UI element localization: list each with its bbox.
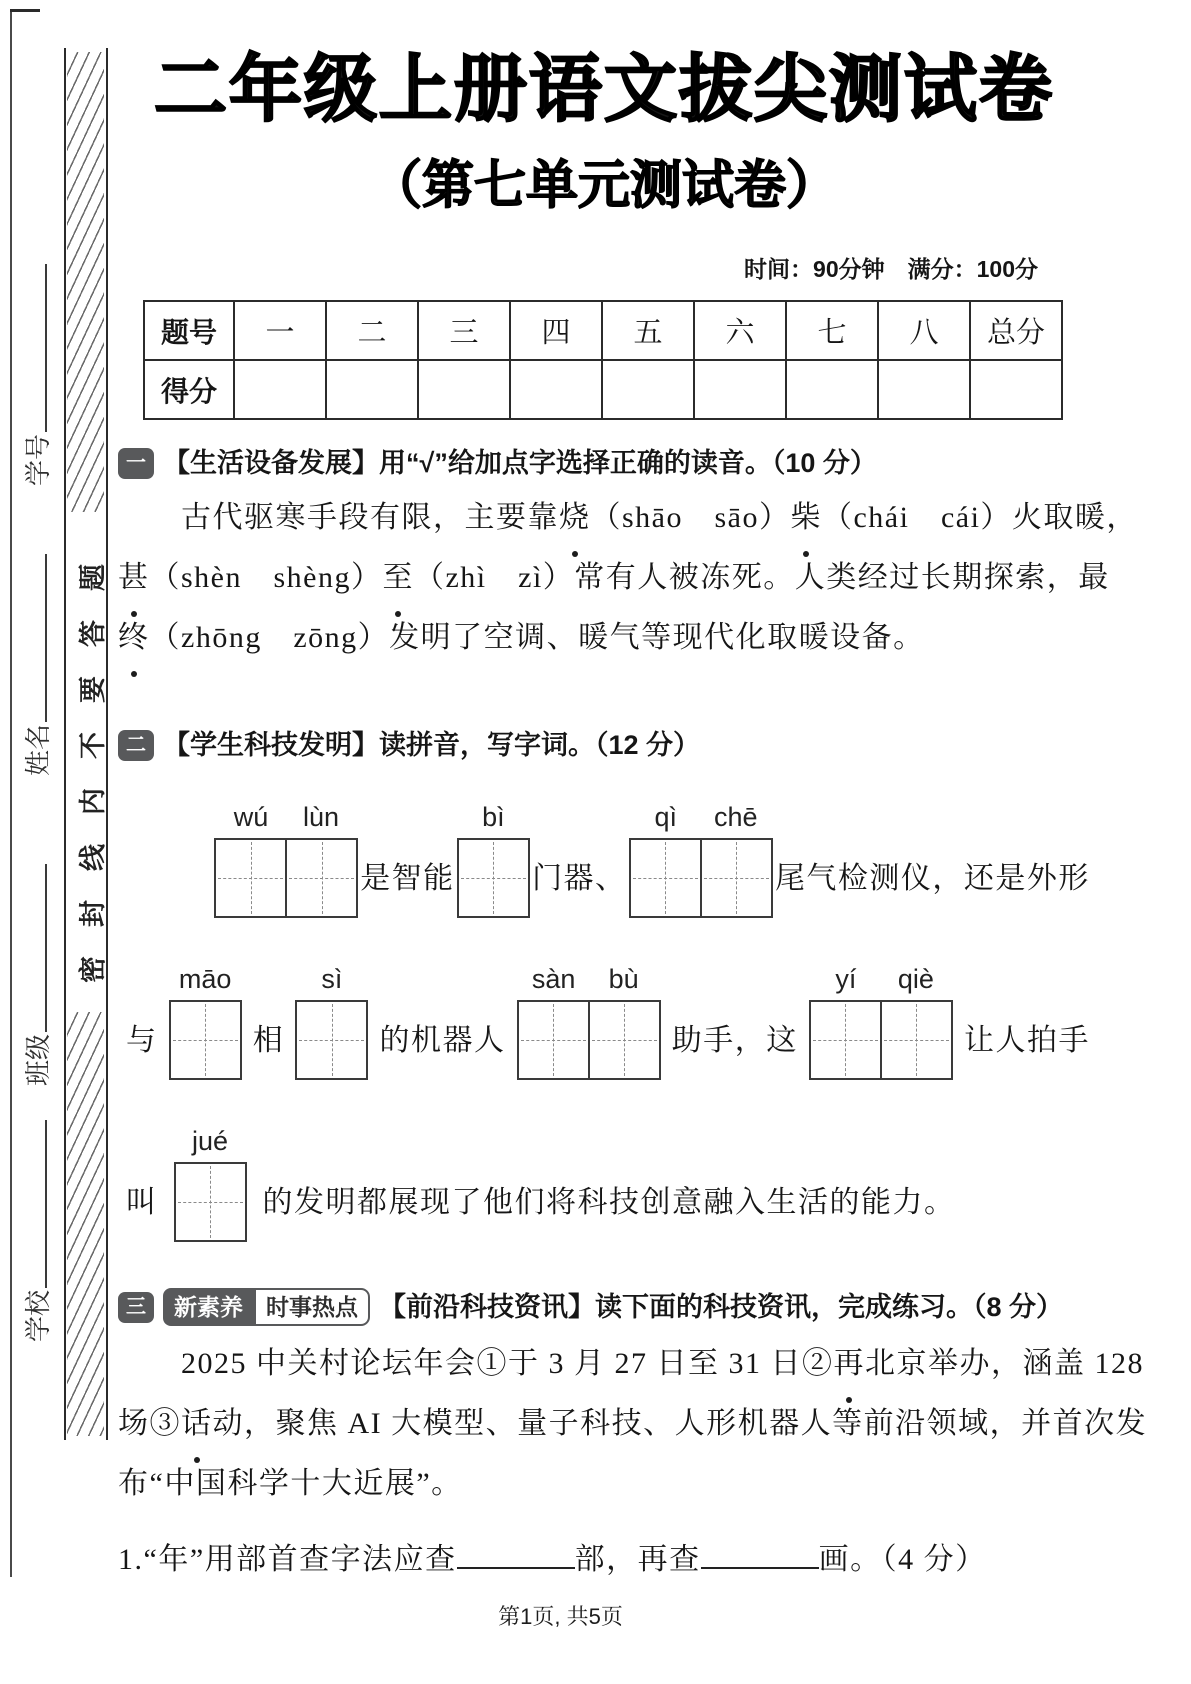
- section-heading: [118, 446, 1090, 480]
- answer-blank[interactable]: [701, 1536, 819, 1570]
- score-table-header-row: [144, 301, 1062, 360]
- row-text: 尾气检测仪，还是外形: [774, 862, 1090, 895]
- pinyin-row: [118, 802, 1090, 918]
- school-label: 学校: [18, 1120, 55, 1342]
- pinyin-box-group: [214, 802, 358, 918]
- writing-cell[interactable]: [171, 1002, 240, 1078]
- col-header: 一: [234, 301, 326, 360]
- pinyin-box-group: [457, 802, 530, 918]
- main-content: [118, 0, 1148, 1590]
- tag-light: 时事热点: [254, 1288, 370, 1326]
- pinyin-label: [811, 964, 951, 995]
- pinyin-syllable: wú: [233, 802, 269, 832]
- dotted-char: 烧: [559, 488, 591, 548]
- row-text: 的机器人: [379, 1024, 506, 1057]
- writing-cell[interactable]: [176, 1164, 245, 1240]
- tag-dark: 新素养: [163, 1288, 254, 1326]
- writing-cell[interactable]: [519, 1002, 588, 1078]
- pinyin-syllable: māo: [178, 964, 232, 994]
- section-title: 【生活设备发展】用“√”给加点字选择正确的读音。（10 分）: [163, 448, 877, 478]
- col-header: 总分: [970, 301, 1062, 360]
- scan-edge-vertical: [10, 9, 12, 1577]
- score-label: 得分: [144, 360, 234, 419]
- col-header: 八: [878, 301, 970, 360]
- paragraph-line: [118, 1394, 1148, 1454]
- col-header: 四: [510, 301, 602, 360]
- name-blank[interactable]: [39, 554, 47, 722]
- pinyin-label: [519, 964, 659, 995]
- paragraph-line: [118, 488, 1138, 548]
- score-cell[interactable]: [878, 360, 970, 419]
- paragraph-line: [118, 1334, 1144, 1394]
- paragraph-line: [118, 608, 1090, 668]
- row-text: 相: [252, 1024, 285, 1057]
- row-text: 与: [126, 1024, 158, 1057]
- section-paragraph: [118, 1334, 1148, 1514]
- answer-blank[interactable]: [457, 1536, 575, 1570]
- section-title: 【前沿科技资讯】读下面的科技资讯，完成练习。（8 分）: [379, 1292, 1064, 1322]
- text-run: （shāo sāo）: [590, 501, 791, 534]
- writing-cell[interactable]: [631, 840, 700, 916]
- score-cell[interactable]: [694, 360, 786, 419]
- pinyin-label: [175, 1126, 245, 1157]
- text-run: （zhōng zōng）发明了空调、暖气等现代化取暖设备。: [149, 621, 925, 654]
- pinyin-row: [118, 1126, 1090, 1242]
- dotted-char: 终: [118, 608, 150, 668]
- emphasis-dot: [194, 1457, 200, 1463]
- paper-subtitle: （第七单元测试卷）: [369, 157, 838, 215]
- score-cell[interactable]: [418, 360, 510, 419]
- col-header: 五: [602, 301, 694, 360]
- student-id-label: 学号: [18, 264, 55, 486]
- pinyin-label: [458, 802, 528, 833]
- class-blank[interactable]: [39, 864, 47, 1032]
- dotted-char: 至: [382, 548, 414, 608]
- dotted-char: 柴: [790, 488, 822, 548]
- text-run: 北京举办，涵盖 128: [865, 1347, 1144, 1380]
- section-number-badge: 二: [118, 730, 154, 761]
- seal-line-left: [64, 48, 66, 1440]
- text-run: （shèn shèng）: [149, 561, 383, 594]
- writing-cell[interactable]: [297, 1002, 366, 1078]
- pinyin-syllable: lùn: [302, 802, 340, 832]
- writing-box[interactable]: [517, 1000, 661, 1080]
- pinyin-syllable: jué: [191, 1126, 229, 1156]
- writing-cell[interactable]: [700, 840, 771, 916]
- writing-box[interactable]: [169, 1000, 242, 1080]
- section-tags: [163, 1288, 370, 1326]
- section-paragraph: [118, 488, 1138, 668]
- text-run: （chái cái）火取暖，: [821, 501, 1138, 534]
- seal-hatching-top: [67, 52, 104, 512]
- sub-question: [118, 1530, 1090, 1590]
- text-run: 布“中国科学十大近展”。: [118, 1467, 463, 1500]
- row-text: 门器、: [532, 862, 627, 895]
- text-run: 画。（4 分）: [818, 1543, 987, 1576]
- writing-box[interactable]: [214, 838, 358, 918]
- writing-box[interactable]: [174, 1162, 247, 1242]
- writing-box[interactable]: [809, 1000, 953, 1080]
- question-sections: [118, 446, 1148, 1590]
- question-number-label: 题号: [144, 301, 234, 360]
- section-title: 【学生科技发明】读拼音，写字词。（12 分）: [163, 730, 701, 760]
- writing-box[interactable]: [457, 838, 530, 918]
- score-cell[interactable]: [786, 360, 878, 419]
- text-run: 1.“年”用部首查字法应查: [118, 1543, 457, 1576]
- pinyin-box-group: [169, 964, 242, 1080]
- pinyin-syllable: bì: [482, 802, 505, 832]
- section-一: [118, 446, 1138, 668]
- col-header: 三: [418, 301, 510, 360]
- section-三: [118, 1288, 1148, 1590]
- pinyin-syllable: sàn: [531, 964, 576, 994]
- page-number: 第1页, 共5页: [498, 1604, 623, 1629]
- text-run: 场③: [118, 1407, 181, 1440]
- pinyin-syllable: qiè: [897, 964, 934, 994]
- col-header: 六: [694, 301, 786, 360]
- text-run: 部，再查: [574, 1543, 701, 1576]
- pinyin-box-group: [174, 1126, 247, 1242]
- pinyin-box-group: [809, 964, 953, 1080]
- emphasis-dot: [572, 551, 578, 557]
- dotted-char: 话: [181, 1394, 213, 1454]
- class-label: 班级: [18, 864, 55, 1086]
- paragraph-line: [118, 548, 1110, 608]
- section-二: [118, 728, 1090, 1242]
- pinyin-label: [631, 802, 771, 833]
- section-heading: [118, 728, 1090, 762]
- row-text: 的发明都展现了他们将科技创意融入生活的能力。: [262, 1186, 956, 1219]
- writing-cell[interactable]: [880, 1002, 951, 1078]
- text-run: 动，聚焦 AI 大模型、量子科技、人形机器人等前沿领域，并首次发: [212, 1407, 1148, 1440]
- pinyin-box-group: [295, 964, 368, 1080]
- pinyin-syllable: qì: [654, 802, 678, 832]
- score-cell[interactable]: [970, 360, 1062, 419]
- time-score-info: 时间：90分钟 满分：100分: [744, 256, 1038, 282]
- row-text: 助手，这: [671, 1024, 798, 1057]
- emphasis-dot: [131, 671, 137, 677]
- pinyin-label: [297, 964, 367, 995]
- section-heading: [118, 1288, 1090, 1326]
- section-number-badge: 一: [118, 448, 154, 479]
- writing-cell[interactable]: [459, 840, 528, 916]
- text-run: 2025 中关村论坛年会①于 3 月 27 日至 31 日②: [118, 1347, 834, 1380]
- score-cell[interactable]: [510, 360, 602, 419]
- score-cell[interactable]: [234, 360, 326, 419]
- pinyin-row: [118, 964, 1090, 1080]
- pinyin-syllable: yí: [835, 964, 857, 994]
- paragraph-line: [118, 1454, 1090, 1514]
- writing-box[interactable]: [295, 1000, 368, 1080]
- pinyin-syllable: bù: [608, 964, 639, 994]
- writing-box[interactable]: [629, 838, 773, 918]
- row-text: 是智能: [360, 862, 455, 895]
- score-table-score-row: [144, 360, 1062, 419]
- score-cell[interactable]: [326, 360, 418, 419]
- row-text: 叫: [126, 1186, 158, 1219]
- dotted-char: 再: [834, 1334, 866, 1394]
- seal-hatching-bottom: [67, 1012, 104, 1436]
- writing-cell[interactable]: [588, 1002, 659, 1078]
- pinyin-label: [170, 964, 240, 995]
- writing-cell[interactable]: [811, 1002, 880, 1078]
- col-header: 二: [326, 301, 418, 360]
- paper-title: 二年级上册语文拔尖测试卷: [154, 49, 1054, 130]
- dotted-char: 甚: [118, 548, 150, 608]
- col-header: 七: [786, 301, 878, 360]
- school-blank[interactable]: [39, 1120, 47, 1288]
- pinyin-writing-rows: [118, 802, 1090, 1242]
- name-label: 姓名: [18, 554, 55, 776]
- student-id-blank[interactable]: [39, 264, 47, 432]
- pinyin-syllable: chē: [713, 802, 758, 832]
- pinyin-box-group: [517, 964, 661, 1080]
- writing-cell[interactable]: [216, 840, 285, 916]
- scan-edge-horizontal: [10, 9, 40, 12]
- score-cell[interactable]: [602, 360, 694, 419]
- text-run: 古代驱寒手段有限，主要靠: [118, 501, 559, 534]
- score-table: [143, 300, 1063, 420]
- pinyin-syllable: sì: [321, 964, 343, 994]
- pinyin-box-group: [629, 802, 773, 918]
- writing-cell[interactable]: [285, 840, 356, 916]
- pinyin-label: [216, 802, 356, 833]
- row-text: 让人拍手: [964, 1024, 1090, 1057]
- section-number-badge: 三: [118, 1292, 154, 1323]
- text-run: （zhì zì）常有人被冻死。人类经过长期探索，最: [413, 561, 1110, 594]
- seal-warning-text: 密封线内不要答题: [78, 535, 108, 983]
